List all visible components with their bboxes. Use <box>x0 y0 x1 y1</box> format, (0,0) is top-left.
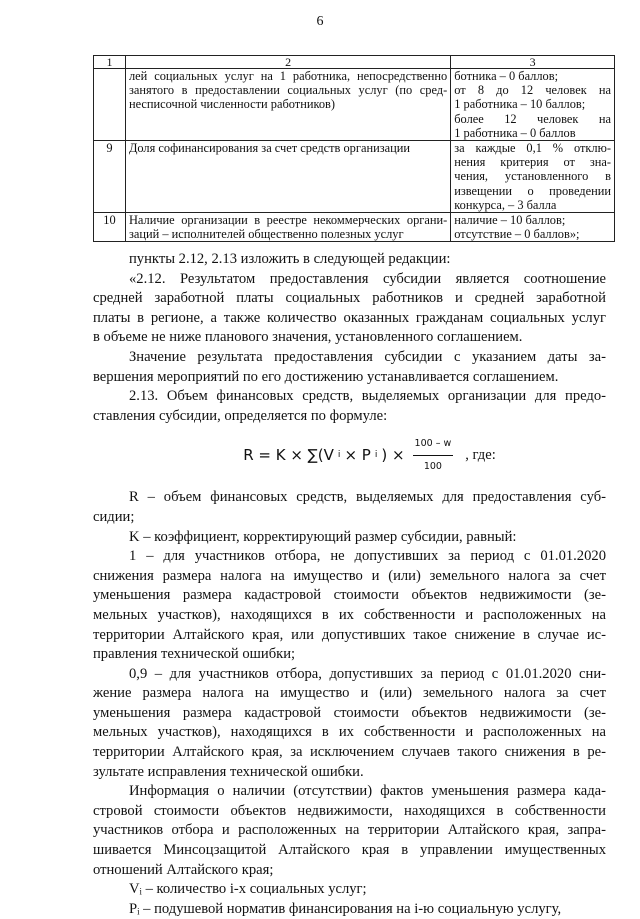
score-cell <box>451 141 615 213</box>
criterion-line: заций – исполнителей общественно полезных услуг <box>128 227 404 242</box>
paragraph-line: 2.13. Объем финансовых средств, выделяемых организации для предо- <box>129 388 606 405</box>
score-line: ботника – 0 баллов; <box>454 69 559 83</box>
criterion-line: занятого в предоставлении социальных услуг (по сред- <box>128 83 448 98</box>
formula-tail: , где: <box>465 446 496 463</box>
score-line: конкурса, – 3 балла <box>454 197 557 212</box>
paragraph-line: K – коэффициент, корректирующий размер субсидии, равный: <box>129 528 517 545</box>
paragraph-line: вершения мероприятий по его достижению устанавливается соглашением. <box>93 368 559 385</box>
paragraph-line: R – объем финансовых средств, выделяемых для предоставления суб- <box>129 489 606 506</box>
paragraph-line: 0,9 – для участников отбора, допустивших за период с 01.01.2020 сни- <box>129 665 606 682</box>
formula-lhs: R = K × ∑(V <box>243 445 334 464</box>
score-cell <box>451 213 615 242</box>
criterion-cell <box>125 141 450 213</box>
subsidy-formula <box>133 432 606 478</box>
paragraph <box>93 348 606 387</box>
paragraph <box>93 880 606 900</box>
paragraph-line: правления технической ошибки; <box>93 646 296 663</box>
paragraph-line: ставления субсидии, определяется по формуле: <box>93 407 388 424</box>
table-row <box>94 69 615 141</box>
paragraph-line: территории Алтайского края, за исключением случаев такого снижения в ре- <box>93 744 606 761</box>
paragraph-line: уменьшения размера кадастровой стоимости объектов недвижимости (зе- <box>93 704 606 721</box>
paragraph <box>93 250 606 270</box>
row-number <box>94 69 126 141</box>
row-number: 10 <box>94 213 126 242</box>
formula-subscript-p: i <box>374 449 378 460</box>
paragraph <box>93 665 606 783</box>
paragraph <box>93 900 606 919</box>
header-col-2: 2 <box>125 56 450 69</box>
header-col-1: 1 <box>94 56 126 69</box>
score-line: более 12 человек на <box>454 111 611 126</box>
paragraphs-after-formula <box>93 488 606 919</box>
paragraph-line: зультате исправления технической ошибки. <box>93 763 364 780</box>
paragraph-line: шивается Минсоцзащитой Алтайского края в управлении имущественных <box>93 842 606 859</box>
score-cell <box>451 69 615 141</box>
score-line: за каждые 0,1 % отклю- <box>454 141 611 156</box>
paragraph-line: 1 – для участников отбора, не допустивших за период с 01.01.2020 <box>129 548 606 565</box>
paragraph <box>93 782 606 880</box>
paragraph-line: в объеме не ниже планового значения, установленного соглашением. <box>93 329 523 346</box>
criterion-line: Доля софинансирования за счет средств организации <box>128 141 411 156</box>
criterion-cell <box>125 213 450 242</box>
paragraph-line: мельных участков), находящихся в их собственности и расположенных на <box>93 606 606 623</box>
table-row <box>94 141 615 213</box>
score-line: 1 работника – 0 баллов <box>454 125 576 140</box>
paragraph-line: стровой стоимости объектов недвижимости, находящихся в собственности <box>93 802 606 819</box>
criterion-line: Наличие организации в реестре некоммерческих органи- <box>128 213 448 228</box>
row-number: 9 <box>94 141 126 213</box>
score-line: 1 работника – 10 баллов; <box>454 97 586 112</box>
paragraphs-before-formula <box>93 250 606 426</box>
paragraph-line: мельных участков), находящихся в их собственности и расположенных на <box>93 724 606 741</box>
paragraph <box>93 528 606 548</box>
paragraph-line: «2.12. Результатом предоставления субсидии является соотношение <box>129 270 606 287</box>
score-line: чения, установленного в <box>454 169 611 184</box>
paragraph-line: сидии; <box>93 508 135 525</box>
formula-close: ) × <box>381 445 405 464</box>
fraction-numerator: 100 – w <box>413 434 454 456</box>
formula-fraction <box>413 434 454 476</box>
paragraph <box>93 488 606 527</box>
formula-subscript-v: i <box>337 449 341 460</box>
paragraph-line: Информация о наличии (отсутствии) фактов уменьшения размера када- <box>129 783 606 800</box>
table-header-row <box>94 56 615 69</box>
score-line: наличие – 10 баллов; <box>454 213 566 228</box>
paragraph-line: Значение результата предоставления субсидии с указанием даты за- <box>129 348 606 365</box>
header-col-3: 3 <box>451 56 615 69</box>
paragraph-line: снижения размера налога на имущество и (или) земельного налога за счет <box>93 567 606 584</box>
table-row <box>94 213 615 242</box>
paragraph <box>93 270 606 348</box>
page-number: 6 <box>316 14 324 29</box>
paragraph-line: Vᵢ – количество i-х социальных услуг; <box>129 881 367 898</box>
paragraph-line: уменьшения размера кадастровой стоимости объектов недвижимости (зе- <box>93 587 606 604</box>
paragraph-line: Pᵢ – подушевой норматив финансирования на i-ю социальную услугу, <box>129 900 562 917</box>
paragraph <box>93 547 606 665</box>
score-line: извещении о проведении <box>454 183 611 198</box>
paragraph-line: жение размера налога на имущество и (или) земельного налога за счет <box>93 685 606 702</box>
fraction-denominator: 100 <box>423 460 442 472</box>
score-line: отсутствие – 0 баллов»; <box>454 227 580 242</box>
paragraph-line: платы в регионе, а также количество оказанных гражданам социальных услуг <box>93 309 606 326</box>
criteria-table <box>93 55 615 242</box>
paragraph <box>93 387 606 426</box>
paragraph-line: территории Алтайского края, или допустивших такое снижение в случае ис- <box>93 626 606 643</box>
document-body <box>93 250 606 919</box>
formula-mid: × P <box>344 445 371 464</box>
score-line: нения критерия от зна- <box>454 155 611 170</box>
paragraph-line: отношений Алтайского края; <box>93 861 274 878</box>
paragraph-line: пункты 2.12, 2.13 изложить в следующей редакции: <box>129 251 451 267</box>
criterion-cell <box>125 69 450 141</box>
criterion-line: несписочной численности работников) <box>128 97 336 112</box>
score-line: от 8 до 12 человек на <box>454 83 611 98</box>
paragraph-line: средней заработной платы социальных работников и средней заработной <box>93 290 606 307</box>
criterion-line: лей социальных услуг на 1 работника, непосредственно <box>128 69 448 83</box>
paragraph-line: участников отбора и расположенных на территории Алтайского края, запра- <box>93 822 606 839</box>
